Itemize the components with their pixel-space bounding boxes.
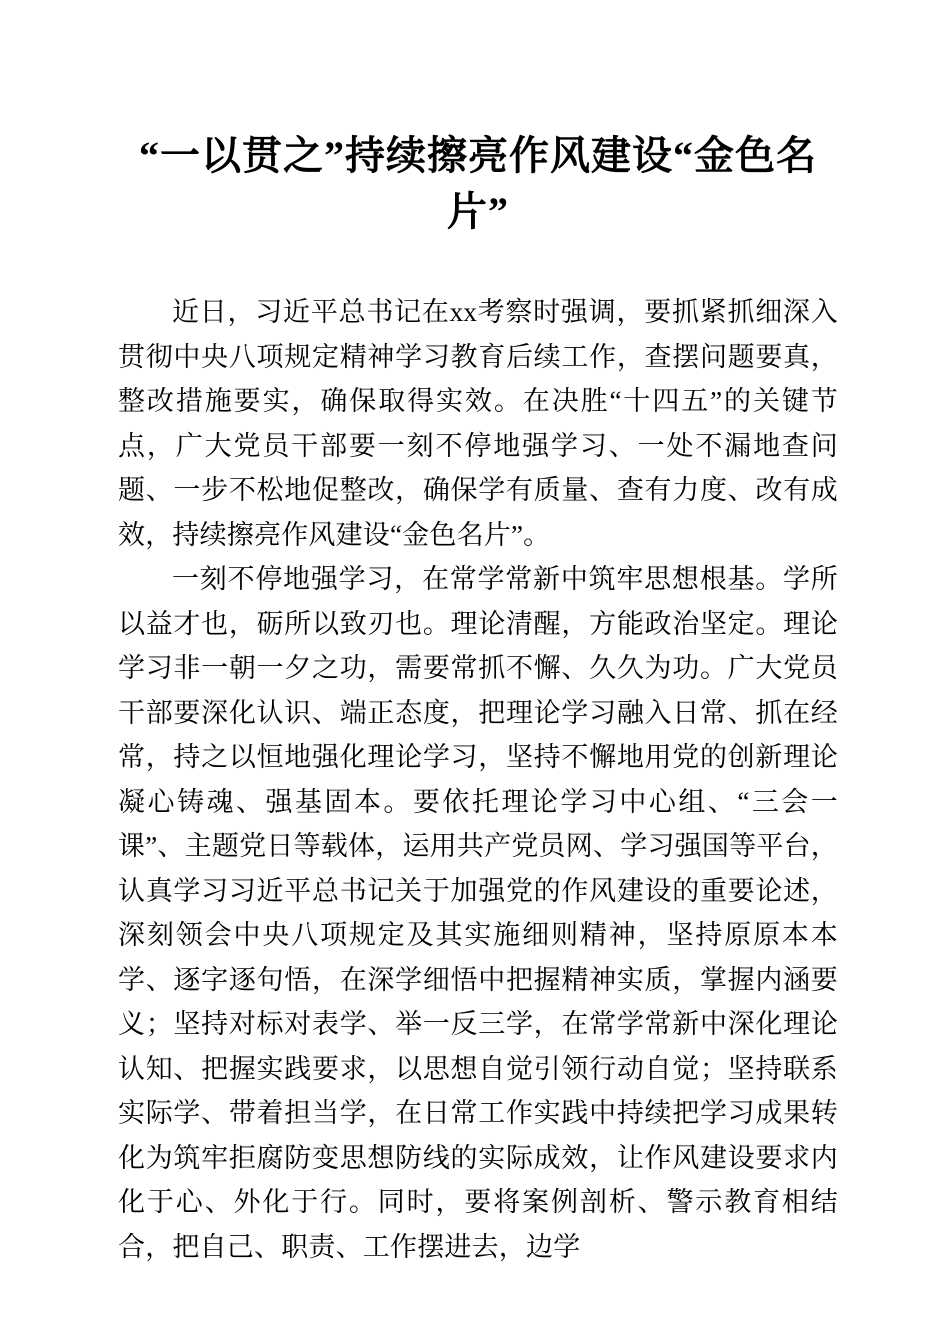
document-title: “一以贯之”持续擦亮作风建设“金色名片” bbox=[139, 133, 817, 234]
paragraph-intro: 近日，习近平总书记在xx考察时强调，要抓紧抓细深入贯彻中央八项规定精神学习教育后续工作，查摆问题要真，整改措施要实，确保取得实效。在决胜“十四五”的关键节点，广大党员干部要一刻不停地强学习、一处不漏地查问题、一步不松地促整改，确保学有质量、查有力度、改有成效，持续擦亮作风建设“金色名片”。 bbox=[118, 297, 838, 550]
document-body bbox=[118, 290, 838, 1269]
paragraph-study: 一刻不停地强学习，在常学常新中筑牢思想根基。学所以益才也，砺所以致刃也。理论清醒，方能政治坚定。理论学习非一朝一夕之功，需要常抓不懈、久久为功。广大党员干部要深化认识、端正态度，把理论学习融入日常、抓在经常，持之以恒地强化理论学习，坚持不懈地用党的创新理论凝心铸魂、强基固本。要依托理论学习中心组、“三会一课”、主题党日等载体，运用共产党员网、学习强国等平台，认真学习习近平总书记关于加强党的作风建设的重要论述，深刻领会中央八项规定及其实施细则精神，坚持原原本本学、逐字逐句悟，在深学细悟中把握精神实质，掌握内涵要义；坚持对标对表学、举一反三学，在常学常新中深化理论认知、把握实践要求，以思想自觉引领行动自觉；坚持联系实际学、带着担当学，在日常工作实践中持续把学习成果转化为筑牢拒腐防变思想防线的实际成效，让作风建设要求内化于心、外化于行。同时，要将案例剖析、警示教育相结合，把自己、职责、工作摆进去，边学 bbox=[118, 564, 838, 1262]
